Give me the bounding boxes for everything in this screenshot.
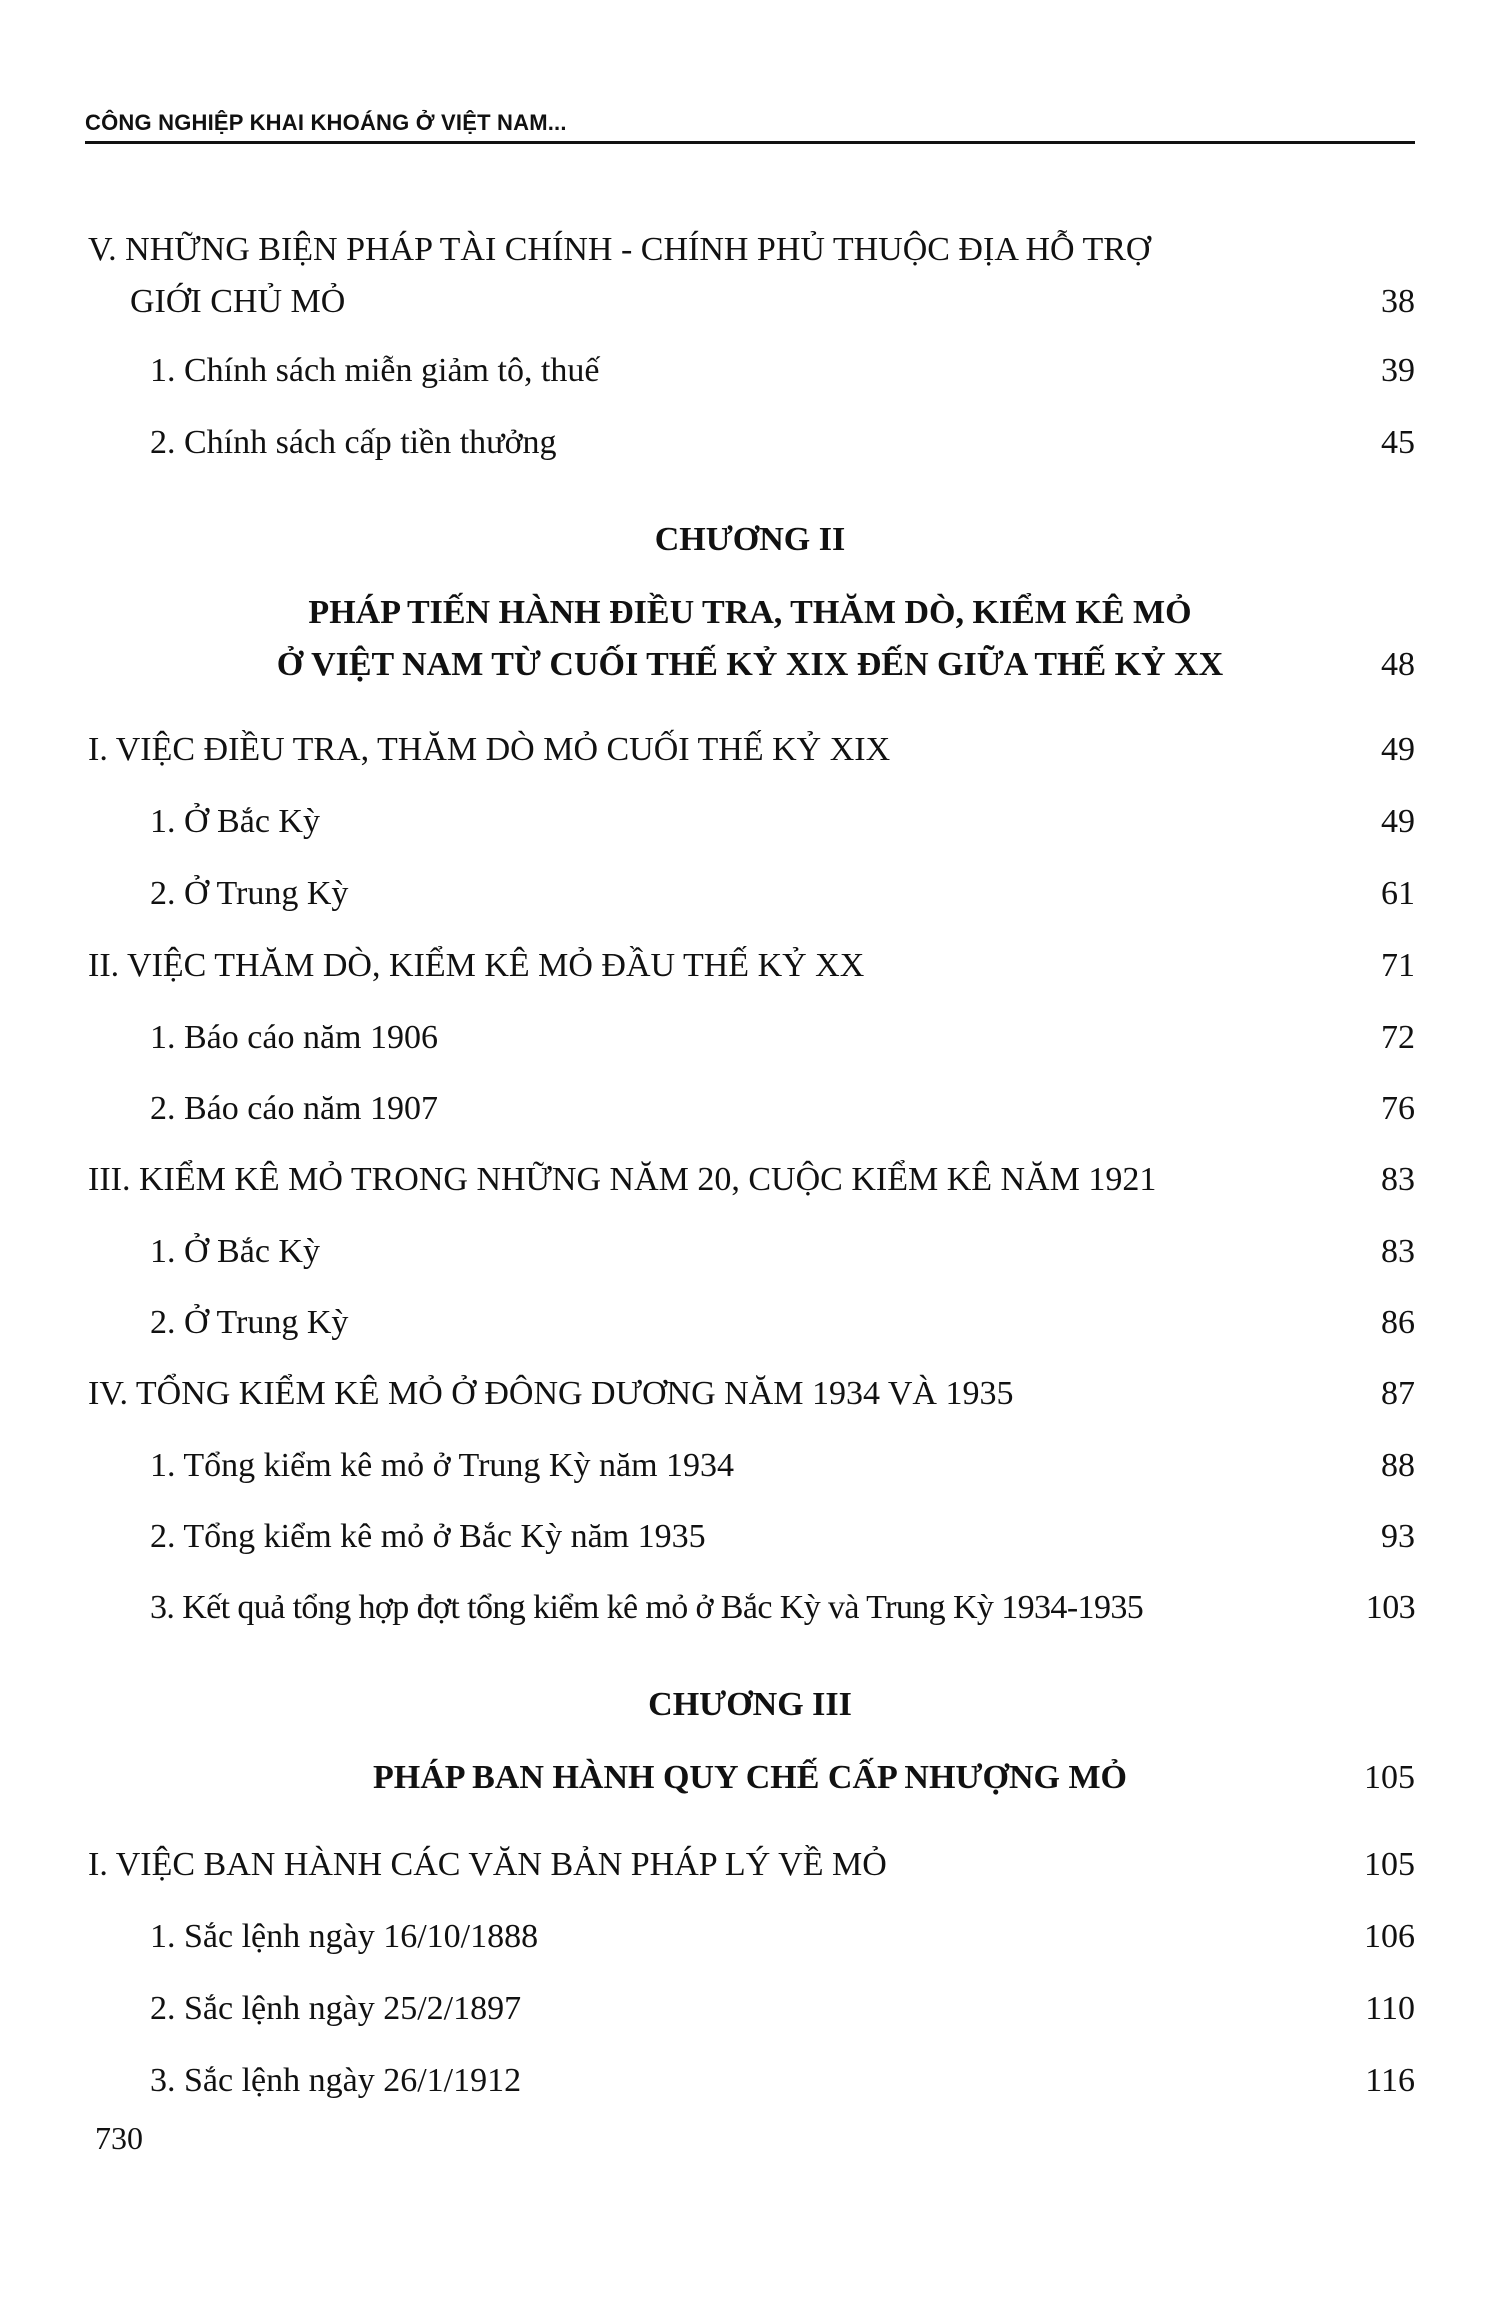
chapter-ii-title-line1: PHÁP TIẾN HÀNH ĐIỀU TRA, THĂM DÒ, KIỂM KÊ MỎ: [308, 594, 1192, 631]
toc-page-number: 49: [1381, 803, 1415, 840]
toc-page-number: 72: [1381, 1019, 1415, 1056]
toc-entry-section-v-line1: [0, 225, 1500, 275]
toc-page-number: 106: [1364, 1918, 1415, 1955]
toc-entry: [0, 1013, 1500, 1063]
toc-entry-label: 1. Tổng kiểm kê mỏ ở Trung Kỳ năm 1934: [150, 1447, 735, 1484]
toc-page-number: 45: [1381, 424, 1415, 461]
toc-entry-label: 1. Ở Bắc Kỳ: [150, 1233, 320, 1270]
toc-entry-label: 1. Báo cáo năm 1906: [150, 1019, 438, 1056]
toc-section: [0, 1840, 1500, 1890]
toc-page-number: 49: [1381, 731, 1415, 768]
toc-entry-label: I. VIỆC BAN HÀNH CÁC VĂN BẢN PHÁP LÝ VỀ MỎ: [88, 1846, 887, 1883]
toc-page-number: 39: [1381, 352, 1415, 389]
toc-entry-label: 1. Ở Bắc Kỳ: [150, 803, 320, 840]
toc-entry-label: IV. TỔNG KIỂM KÊ MỎ Ở ĐÔNG DƯƠNG NĂM 1934 VÀ 1935: [88, 1375, 1014, 1412]
chapter-iii-label: CHƯƠNG III: [648, 1686, 852, 1723]
chapter-title-text: Ở VIỆT NAM TỪ CUỐI THẾ KỶ XIX ĐẾN GIỮA THẾ KỶ XX: [276, 646, 1224, 683]
toc-page-number: 93: [1381, 1518, 1415, 1555]
toc-entry: [0, 1227, 1500, 1277]
toc-entry: [0, 1583, 1500, 1633]
toc-section: [0, 941, 1500, 991]
toc-entry-label: III. KIỂM KÊ MỎ TRONG NHỮNG NĂM 20, CUỘC KIỂM KÊ NĂM 1921: [88, 1161, 1157, 1198]
header-rule: [85, 141, 1415, 144]
page-number-footer: 730: [95, 2120, 143, 2156]
toc-entry-label: 2. Sắc lệnh ngày 25/2/1897: [150, 1990, 522, 2027]
toc-page-number: 48: [1381, 646, 1415, 683]
toc-page-number: 38: [1381, 283, 1415, 320]
toc-entry-label: 2. Ở Trung Kỳ: [150, 1304, 349, 1341]
toc-entry: [0, 1441, 1500, 1491]
toc-page-number: 83: [1381, 1161, 1415, 1198]
toc-entry-label: 1. Sắc lệnh ngày 16/10/1888: [150, 1918, 539, 1955]
toc-entry-label: 2. Báo cáo năm 1907: [150, 1090, 438, 1127]
toc-page-number: 61: [1381, 875, 1415, 912]
toc-entry-label: I. VIỆC ĐIỀU TRA, THĂM DÒ MỎ CUỐI THẾ KỶ XIX: [88, 731, 891, 768]
running-head: CÔNG NGHIỆP KHAI KHOÁNG Ở VIỆT NAM...: [85, 110, 567, 135]
toc-page-number: 116: [1365, 2062, 1415, 2099]
toc-entry: [0, 1512, 1500, 1562]
toc-entry: [0, 1298, 1500, 1348]
toc-page-number: 103: [1365, 1589, 1415, 1626]
toc-section: [0, 1155, 1500, 1205]
toc-entry-label: 1. Chính sách miễn giảm tô, thuế: [150, 352, 600, 389]
toc-entry: [0, 1084, 1500, 1134]
toc-page-number: 76: [1381, 1090, 1415, 1127]
toc-page-number: 105: [1364, 1759, 1415, 1796]
toc-entry-section-v-line2: [0, 277, 1500, 327]
toc-entry: [0, 418, 1500, 468]
toc-page-number: 71: [1381, 947, 1415, 984]
toc-entry-label: GIỚI CHỦ MỎ: [130, 283, 346, 320]
toc-entry: [0, 869, 1500, 919]
toc-section: [0, 725, 1500, 775]
toc-entry: [0, 1912, 1500, 1962]
chapter-iii-title: [0, 1753, 1500, 1803]
toc-entry: [0, 346, 1500, 396]
toc-page-number: 86: [1381, 1304, 1415, 1341]
chapter-title-text: PHÁP BAN HÀNH QUY CHẾ CẤP NHƯỢNG MỎ: [373, 1759, 1127, 1796]
toc-entry-label: 2. Chính sách cấp tiền thưởng: [150, 424, 557, 461]
toc-page-number: 87: [1381, 1375, 1415, 1412]
toc-section: [0, 1369, 1500, 1419]
toc-entry: [0, 797, 1500, 847]
toc-entry-label: 2. Tổng kiểm kê mỏ ở Bắc Kỳ năm 1935: [150, 1518, 706, 1555]
toc-page-number: 83: [1381, 1233, 1415, 1270]
toc-entry-label: V. NHỮNG BIỆN PHÁP TÀI CHÍNH - CHÍNH PHỦ THUỘC ĐỊA HỖ TRỢ: [88, 231, 1151, 268]
chapter-ii-title-line2: [0, 640, 1500, 690]
toc-entry: [0, 1984, 1500, 2034]
toc-page-number: 105: [1364, 1846, 1415, 1883]
toc-entry-label: 2. Ở Trung Kỳ: [150, 875, 349, 912]
toc-entry: [0, 2056, 1500, 2106]
chapter-ii-label: CHƯƠNG II: [654, 521, 846, 558]
toc-entry-label: II. VIỆC THĂM DÒ, KIỂM KÊ MỎ ĐẦU THẾ KỶ XX: [88, 947, 865, 984]
toc-entry-label: 3. Kết quả tổng hợp đợt tổng kiểm kê mỏ ở Bắc Kỳ và Trung Kỳ 1934-1935: [150, 1589, 1144, 1626]
toc-page-number: 88: [1381, 1447, 1415, 1484]
toc-page-number: 110: [1365, 1990, 1415, 2027]
toc-entry-label: 3. Sắc lệnh ngày 26/1/1912: [150, 2062, 522, 2099]
